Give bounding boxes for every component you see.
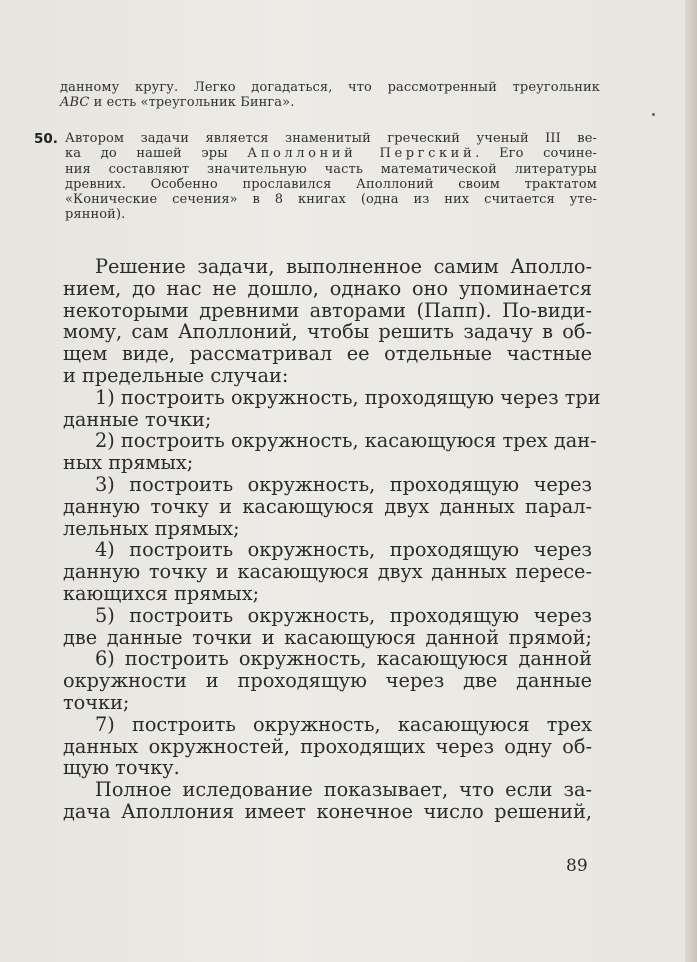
text-line: ных прямых; bbox=[63, 451, 194, 475]
list-item-3: 3) построить окружность, проходящую через bbox=[95, 472, 592, 496]
text-line: древних. Особенно прославился Аполлоний своим трактатом bbox=[65, 176, 597, 192]
text-line: и предельные случаи: bbox=[63, 363, 289, 387]
text-line bbox=[65, 146, 597, 161]
list-item-1: 1) построить окружность, проходящую через три bbox=[95, 385, 601, 409]
author-name: Аполлоний Пергский bbox=[247, 146, 476, 162]
list-item-4: 4) построить окружность, проходящую через bbox=[95, 538, 592, 562]
text-line: Автором задачи является знаменитый греческий ученый III ве- bbox=[65, 131, 597, 146]
text-line: мому, сам Аполлоний, чтобы решить задачу в об- bbox=[63, 320, 592, 344]
page-edge bbox=[685, 0, 697, 962]
top-paragraph bbox=[60, 80, 600, 111]
text-line: ния составляют значительную часть математической литературы bbox=[65, 161, 597, 177]
text-line: две данные точки и касающуюся данной прямой; bbox=[63, 625, 592, 649]
text-line: Решение задачи, выполненное самим Аполло- bbox=[95, 255, 592, 278]
note-number: 50. bbox=[34, 131, 58, 147]
page-number: 89 bbox=[566, 856, 588, 876]
text-line: рянной). bbox=[65, 207, 126, 223]
list-item-2: 2) построить окружность, касающуюся трех дан- bbox=[95, 429, 597, 453]
triangle-label: ABC bbox=[60, 95, 90, 111]
main-text bbox=[63, 255, 601, 823]
text-line: «Конические сечения» в 8 книгах (одна из них считается уте- bbox=[65, 192, 597, 208]
text-line: ABC и есть «треугольник Бинга». bbox=[60, 95, 295, 111]
text-line: точки; bbox=[63, 690, 130, 714]
text-run: . Его сочине- bbox=[475, 146, 597, 162]
text-line: щем виде, рассматривал ее отдельные частные bbox=[63, 342, 592, 366]
text-line: дача Аполлония имеет конечное число решений, bbox=[63, 799, 592, 823]
text-line: нием, до нас не дошло, однако оно упоминается bbox=[63, 276, 592, 300]
text-line: некоторыми древними авторами (Папп). По-види- bbox=[63, 298, 592, 322]
list-item-5: 5) построить окружность, проходящую через bbox=[95, 603, 592, 627]
text-line: окружности и проходящую через две данные bbox=[63, 669, 592, 693]
list-item-7: 7) построить окружность, касающуюся трех bbox=[95, 712, 592, 736]
text-line: данную точку и касающуюся двух данных парал- bbox=[63, 494, 592, 518]
text-line: лельных прямых; bbox=[63, 516, 240, 540]
text-run: ка до нашей эры bbox=[65, 146, 248, 162]
text-line: Полное иследование показывает, что если за- bbox=[95, 778, 592, 802]
text-line: данных окружностей, проходящих через одну об- bbox=[63, 734, 592, 758]
note-paragraph bbox=[65, 131, 597, 223]
text-line: данную точку и касающуюся двух данных пересе- bbox=[63, 560, 592, 584]
text-line: данные точки; bbox=[63, 407, 212, 431]
list-item-6: 6) построить окружность, касающуюся данной bbox=[95, 647, 592, 671]
speck bbox=[652, 113, 655, 116]
text-line: данному кругу. Легко догадаться, что рассмотренный треугольник bbox=[60, 80, 600, 95]
text-line: кающихся прямых; bbox=[63, 581, 260, 605]
text-line: щую точку. bbox=[63, 756, 180, 780]
